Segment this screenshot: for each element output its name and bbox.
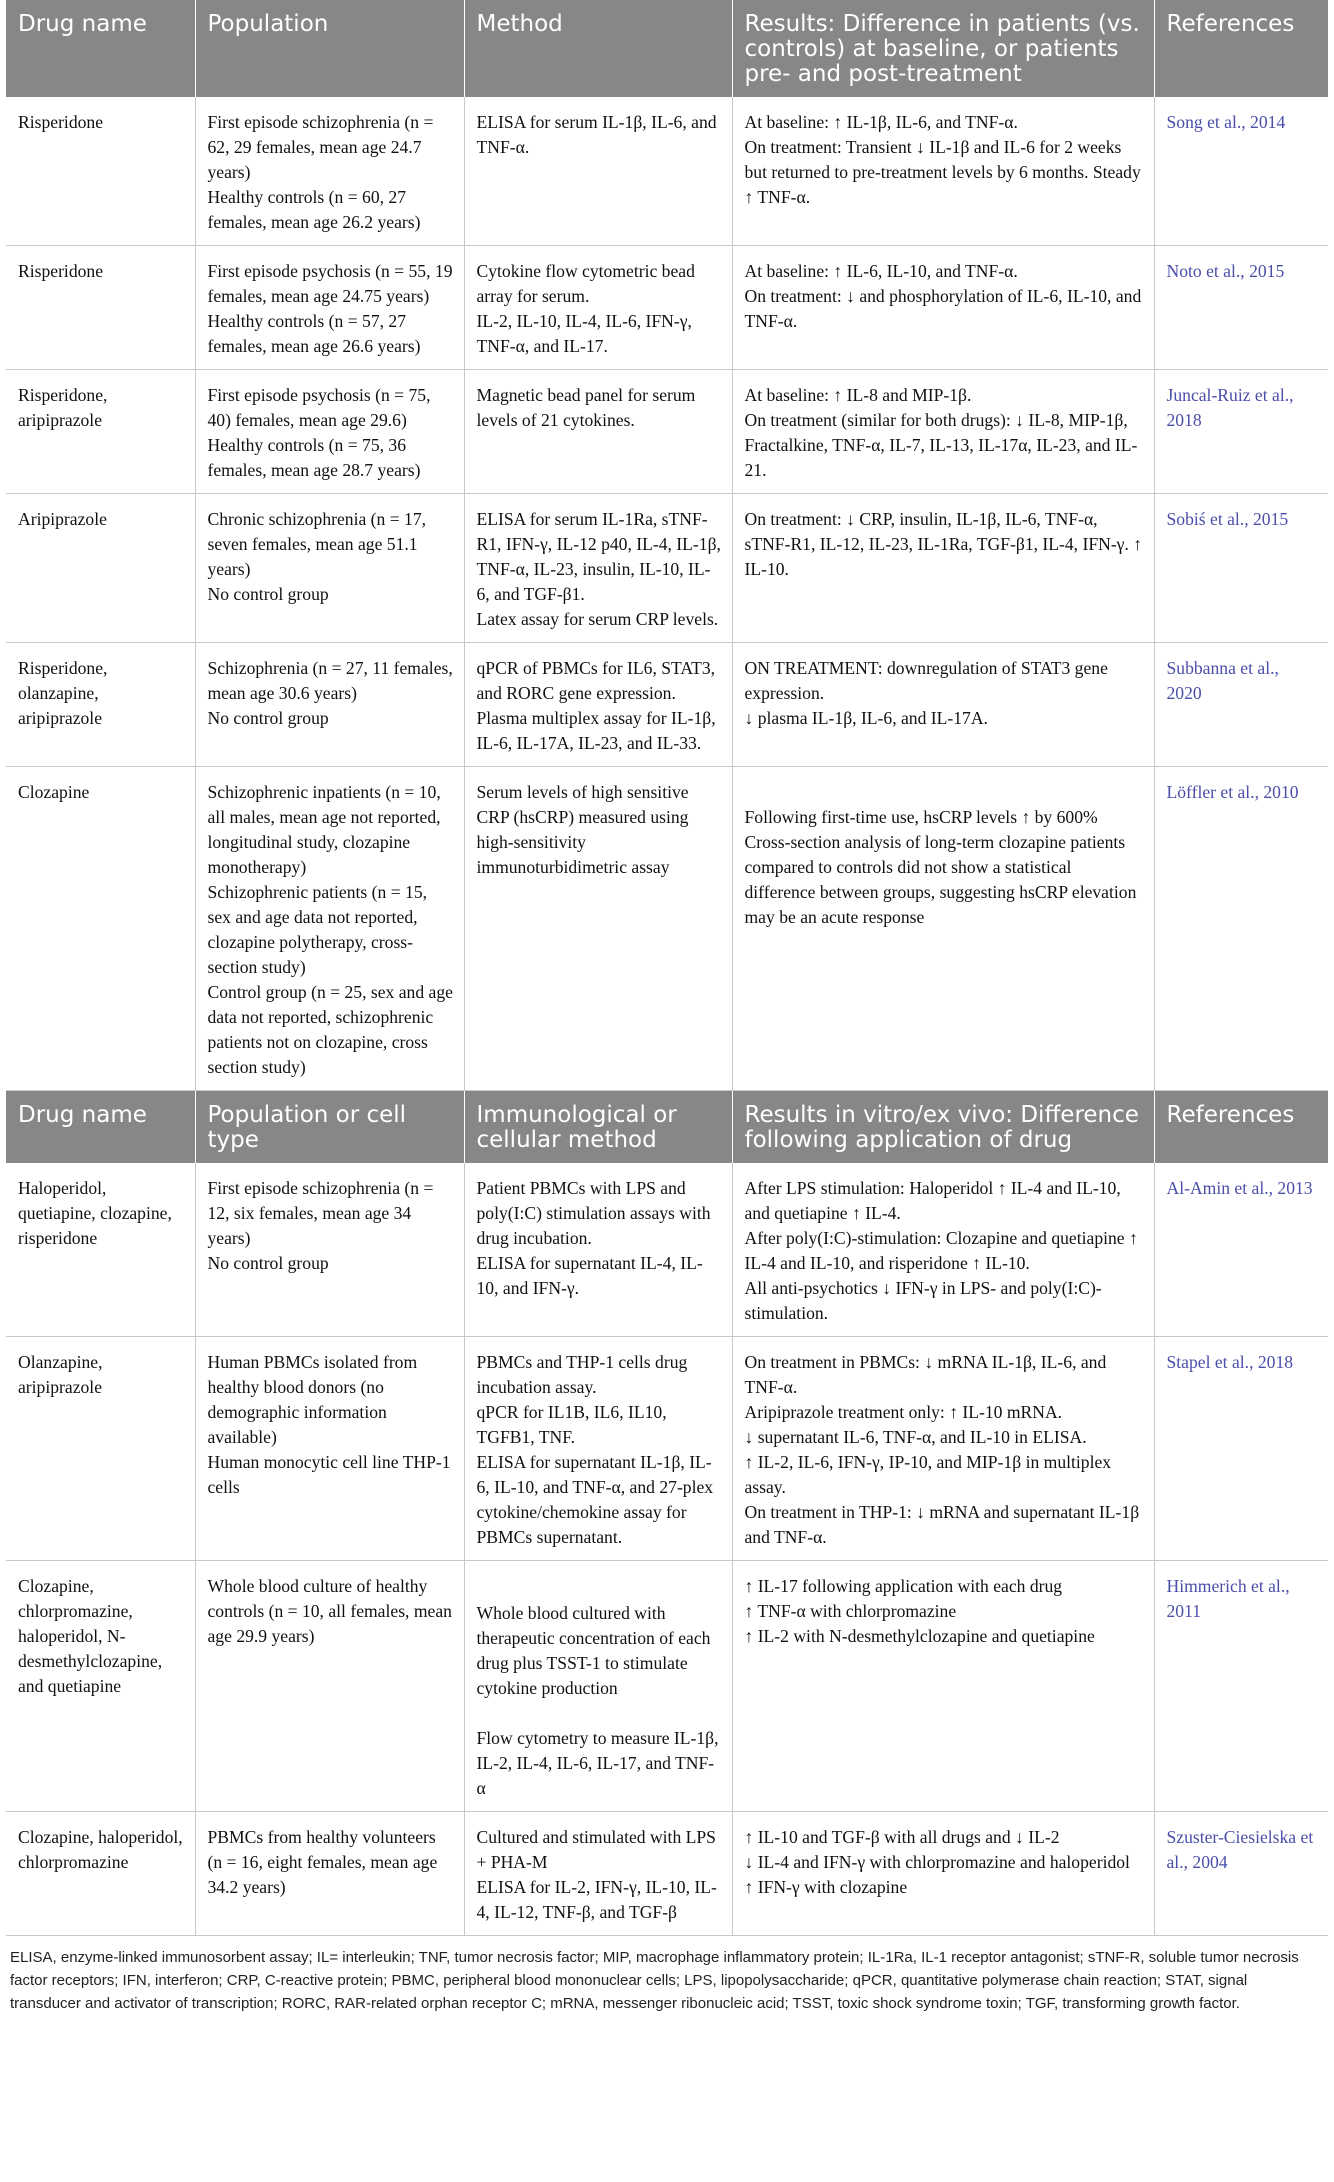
population-line: First episode schizophrenia (n = 62, 29 females, mean age 24.7 years) bbox=[207, 112, 434, 182]
header-method: Method bbox=[464, 0, 732, 97]
population-line: Human monocytic cell line THP-1 cells bbox=[207, 1452, 451, 1497]
results-line: ↑ IL-2 with N-desmethylclozapine and quetiapine bbox=[744, 1626, 1095, 1646]
method-cell bbox=[464, 1561, 732, 1812]
population-line: Schizophrenic inpatients (n = 10, all males, mean age not reported, longitudinal study, clozapine monotherapy) bbox=[207, 782, 441, 877]
method-line: qPCR of PBMCs for IL6, STAT3, and RORC gene expression. bbox=[476, 658, 716, 703]
method-line: Cultured and stimulated with LPS + PHA-M bbox=[476, 1827, 716, 1872]
method-cell bbox=[464, 246, 732, 370]
results-cell bbox=[732, 1163, 1154, 1337]
method-cell bbox=[464, 1812, 732, 1936]
reference-link[interactable]: Subbanna et al., 2020 bbox=[1154, 643, 1328, 767]
header-references: References bbox=[1154, 1091, 1328, 1164]
header-population: Population bbox=[195, 0, 464, 97]
method-cell bbox=[464, 767, 732, 1091]
method-cell bbox=[464, 97, 732, 246]
population-cell bbox=[195, 494, 464, 643]
results-line: Aripiprazole treatment only: ↑ IL-10 mRNA. bbox=[744, 1402, 1063, 1422]
population-line: First episode psychosis (n = 75, 40) females, mean age 29.6) bbox=[207, 385, 431, 430]
method-line: Whole blood cultured with therapeutic concentration of each drug plus TSST-1 to stimulate cytokine production bbox=[476, 1603, 711, 1698]
table-footnote: ELISA, enzyme-linked immunosorbent assay; IL= interleukin; TNF, tumor necrosis factor; MIP, macrophage inflammatory protein; IL-1Ra, IL-1 receptor antagonist; sTNF-R, soluble tumor necrosis factor receptors; IFN, interferon; CRP, C-reactive protein; PBMC, peripheral blood mononuclear cells; LPS, lipopolysaccharide; qPCR, quantitative polymerase chain reaction; STAT, signal transducer and activator of transcription; RORC, RAR-related orphan receptor C; mRNA, messenger ribonucleic acid; TSST, toxic shock syndrome toxin; TGF, transforming growth factor. bbox=[10, 1949, 1299, 2012]
table-row bbox=[6, 643, 1328, 767]
population-line: Healthy controls (n = 57, 27 females, mean age 26.6 years) bbox=[207, 311, 421, 356]
population-cell bbox=[195, 370, 464, 494]
population-line: Healthy controls (n = 60, 27 females, mean age 26.2 years) bbox=[207, 187, 421, 232]
results-line: ↑ TNF-α with chlorpromazine bbox=[744, 1601, 957, 1621]
population-cell bbox=[195, 97, 464, 246]
results-cell bbox=[732, 1561, 1154, 1812]
method-line: ELISA for serum IL-1β, IL-6, and TNF-α. bbox=[476, 112, 717, 157]
results-line: ↓ plasma IL-1β, IL-6, and IL-17A. bbox=[744, 708, 988, 728]
method-cell bbox=[464, 370, 732, 494]
table-page bbox=[6, 0, 1328, 2015]
population-line: First episode psychosis (n = 55, 19 females, mean age 24.75 years) bbox=[207, 261, 453, 306]
reference-link[interactable]: Juncal-Ruiz et al., 2018 bbox=[1154, 370, 1328, 494]
drug-cell: Clozapine, haloperidol, chlorpromazine bbox=[6, 1812, 195, 1936]
results-cell bbox=[732, 246, 1154, 370]
population-cell bbox=[195, 1163, 464, 1337]
results-line: All anti-psychotics ↓ IFN-γ in LPS- and poly(I:C)-stimulation. bbox=[744, 1278, 1102, 1323]
population-line: Healthy controls (n = 75, 36 females, mean age 28.7 years) bbox=[207, 435, 421, 480]
method-line: Cytokine flow cytometric bead array for serum. bbox=[476, 261, 695, 306]
method-line: ELISA for serum IL-1Ra, sTNF-R1, IFN-γ, IL-12 p40, IL-4, IL-1β, TNF-α, IL-23, insulin, IL-10, IL-6, and TGF-β1. bbox=[476, 509, 721, 604]
results-line: ↓ supernatant IL-6, TNF-α, and IL-10 in ELISA. bbox=[744, 1427, 1087, 1447]
results-line: ↓ IL-4 and IFN-γ with chlorpromazine and haloperidol bbox=[744, 1852, 1130, 1872]
method-line: ELISA for IL-2, IFN-γ, IL-10, IL-4, IL-12, TNF-β, and TGF-β bbox=[476, 1877, 717, 1922]
method-line: IL-2, IL-10, IL-4, IL-6, IFN-γ, TNF-α, and IL-17. bbox=[476, 311, 692, 356]
population-line: No control group bbox=[207, 1253, 329, 1273]
drug-cell: Risperidone bbox=[6, 97, 195, 246]
population-line: Control group (n = 25, sex and age data not reported, schizophrenic patients not on clozapine, cross section study) bbox=[207, 982, 453, 1077]
drug-cell: Clozapine, chlorpromazine, haloperidol, N-desmethylclozapine, and quetiapine bbox=[6, 1561, 195, 1812]
population-line: Chronic schizophrenia (n = 17, seven females, mean age 51.1 years) bbox=[207, 509, 427, 579]
population-line: Whole blood culture of healthy controls (n = 10, all females, mean age 29.9 years) bbox=[207, 1576, 452, 1646]
population-line: No control group bbox=[207, 708, 329, 728]
header-results-in-vitro: Results in vitro/ex vivo: Difference following application of drug bbox=[732, 1091, 1154, 1164]
results-line: At baseline: ↑ IL-8 and MIP-1β. bbox=[744, 385, 972, 405]
header-drug-name: Drug name bbox=[6, 1091, 195, 1164]
results-line: On treatment: ↓ CRP, insulin, IL-1β, IL-6, TNF-α, sTNF-R1, IL-12, IL-23, IL-1Ra, TGF-β1, IL-4, IFN-γ. ↑ IL-10. bbox=[744, 509, 1143, 579]
results-line: After poly(I:C)-stimulation: Clozapine and quetiapine ↑ IL-4 and IL-10, and risperidone ↑ IL-10. bbox=[744, 1228, 1138, 1273]
results-cell bbox=[732, 370, 1154, 494]
results-line: At baseline: ↑ IL-1β, IL-6, and TNF-α. bbox=[744, 112, 1018, 132]
table-row bbox=[6, 767, 1328, 1091]
antipsychotic-cytokine-table bbox=[6, 0, 1328, 1936]
drug-cell: Aripiprazole bbox=[6, 494, 195, 643]
results-line: Following first-time use, hsCRP levels ↑ by 600% Cross-section analysis of long-term clozapine patients compared to controls did not show a statistical difference between groups, suggesting hsCRP elevation may be an acute response bbox=[744, 807, 1137, 927]
method-line: Flow cytometry to measure IL-1β, IL-2, IL-4, IL-6, IL-17, and TNF-α bbox=[476, 1728, 719, 1798]
method-cell bbox=[464, 1337, 732, 1561]
results-line: At baseline: ↑ IL-6, IL-10, and TNF-α. bbox=[744, 261, 1018, 281]
method-line: Patient PBMCs with LPS and poly(I:C) stimulation assays with drug incubation. bbox=[476, 1178, 711, 1248]
results-line: After LPS stimulation: Haloperidol ↑ IL-4 and IL-10, and quetiapine ↑ IL-4. bbox=[744, 1178, 1121, 1223]
population-line: Schizophrenic patients (n = 15, sex and age data not reported, clozapine polytherapy, cross-section study) bbox=[207, 882, 428, 977]
header-row-1 bbox=[6, 0, 1328, 97]
results-line: On treatment in PBMCs: ↓ mRNA IL-1β, IL-6, and TNF-α. bbox=[744, 1352, 1107, 1397]
results-line: ↑ IL-17 following application with each drug bbox=[744, 1576, 1063, 1596]
method-line: Plasma multiplex assay for IL-1β, IL-6, IL-17A, IL-23, and IL-33. bbox=[476, 708, 716, 753]
results-line: On treatment in THP-1: ↓ mRNA and supernatant IL-1β and TNF-α. bbox=[744, 1502, 1140, 1547]
population-line: First episode schizophrenia (n = 12, six females, mean age 34 years) bbox=[207, 1178, 434, 1248]
header-immunological-method: Immunological or cellular method bbox=[464, 1091, 732, 1164]
population-line: Human PBMCs isolated from healthy blood donors (no demographic information available) bbox=[207, 1352, 418, 1447]
table-row bbox=[6, 97, 1328, 246]
population-line: No control group bbox=[207, 584, 329, 604]
header-references: References bbox=[1154, 0, 1328, 97]
spacer bbox=[477, 1701, 722, 1726]
reference-link[interactable]: Song et al., 2014 bbox=[1154, 97, 1328, 246]
results-line: ↑ IL-2, IL-6, IFN-γ, IP-10, and MIP-1β in multiplex assay. bbox=[744, 1452, 1112, 1497]
results-line: On treatment (similar for both drugs): ↓ IL-8, MIP-1β, Fractalkine, TNF-α, IL-7, IL-13, IL-17α, IL-23, and IL-21. bbox=[744, 410, 1138, 480]
population-cell bbox=[195, 767, 464, 1091]
population-cell bbox=[195, 1561, 464, 1812]
method-cell bbox=[464, 643, 732, 767]
results-line: ON TREATMENT: downregulation of STAT3 gene expression. bbox=[744, 658, 1108, 703]
method-line: Latex assay for serum CRP levels. bbox=[476, 609, 719, 629]
population-line: Schizophrenia (n = 27, 11 females, mean age 30.6 years) bbox=[207, 658, 453, 703]
method-line: qPCR for IL1B, IL6, IL10, TGFB1, TNF. bbox=[476, 1402, 667, 1447]
reference-link[interactable]: Stapel et al., 2018 bbox=[1154, 1337, 1328, 1561]
method-cell bbox=[464, 494, 732, 643]
population-cell bbox=[195, 1337, 464, 1561]
method-line: Serum levels of high sensitive CRP (hsCRP) measured using high-sensitivity immunoturbidimetric assay bbox=[476, 782, 689, 877]
results-cell bbox=[732, 643, 1154, 767]
results-cell bbox=[732, 1337, 1154, 1561]
drug-cell: Olanzapine, aripiprazole bbox=[6, 1337, 195, 1561]
drug-cell: Risperidone, olanzapine, aripiprazole bbox=[6, 643, 195, 767]
population-line: PBMCs from healthy volunteers (n = 16, eight females, mean age 34.2 years) bbox=[207, 1827, 438, 1897]
header-drug-name: Drug name bbox=[6, 0, 195, 97]
header-results: Results: Difference in patients (vs. controls) at baseline, or patients pre- and post-treatment bbox=[732, 0, 1154, 97]
reference-link[interactable]: Sobiś et al., 2015 bbox=[1154, 494, 1328, 643]
table-row bbox=[6, 1337, 1328, 1561]
method-line: ELISA for supernatant IL-4, IL-10, and IFN-γ. bbox=[476, 1253, 703, 1298]
method-line: ELISA for supernatant IL-1β, IL-6, IL-10, and TNF-α, and 27-plex cytokine/chemokine assay for PBMCs supernatant. bbox=[476, 1452, 714, 1547]
results-line: ↑ IFN-γ with clozapine bbox=[744, 1877, 908, 1897]
table-row bbox=[6, 1163, 1328, 1337]
drug-cell: Haloperidol, quetiapine, clozapine, risperidone bbox=[6, 1163, 195, 1337]
table-row bbox=[6, 370, 1328, 494]
method-cell bbox=[464, 1163, 732, 1337]
results-line: ↑ IL-10 and TGF-β with all drugs and ↓ IL-2 bbox=[744, 1827, 1060, 1847]
results-line: On treatment: ↓ and phosphorylation of IL-6, IL-10, and TNF-α. bbox=[744, 286, 1142, 331]
reference-link[interactable]: Noto et al., 2015 bbox=[1154, 246, 1328, 370]
drug-cell: Risperidone bbox=[6, 246, 195, 370]
table-row bbox=[6, 494, 1328, 643]
reference-link[interactable]: Al-Amin et al., 2013 bbox=[1154, 1163, 1328, 1337]
table-row bbox=[6, 246, 1328, 370]
drug-cell: Risperidone, aripiprazole bbox=[6, 370, 195, 494]
results-cell bbox=[732, 767, 1154, 1091]
drug-cell: Clozapine bbox=[6, 767, 195, 1091]
population-cell bbox=[195, 1812, 464, 1936]
table-row bbox=[6, 1812, 1328, 1936]
method-line: Magnetic bead panel for serum levels of 21 cytokines. bbox=[476, 385, 696, 430]
header-row-2 bbox=[6, 1091, 1328, 1164]
results-cell bbox=[732, 494, 1154, 643]
reference-link[interactable]: Löffler et al., 2010 bbox=[1154, 767, 1328, 1091]
population-cell bbox=[195, 246, 464, 370]
results-line: On treatment: Transient ↓ IL-1β and IL-6 for 2 weeks but returned to pre-treatment levels by 6 months. Steady ↑ TNF-α. bbox=[744, 137, 1141, 207]
results-cell bbox=[732, 97, 1154, 246]
reference-link[interactable]: Szuster-Ciesielska et al., 2004 bbox=[1154, 1812, 1328, 1936]
reference-link[interactable]: Himmerich et al., 2011 bbox=[1154, 1561, 1328, 1812]
header-population-cell-type: Population or cell type bbox=[195, 1091, 464, 1164]
table-row bbox=[6, 1561, 1328, 1812]
results-cell bbox=[732, 1812, 1154, 1936]
method-line: PBMCs and THP-1 cells drug incubation assay. bbox=[476, 1352, 688, 1397]
population-cell bbox=[195, 643, 464, 767]
